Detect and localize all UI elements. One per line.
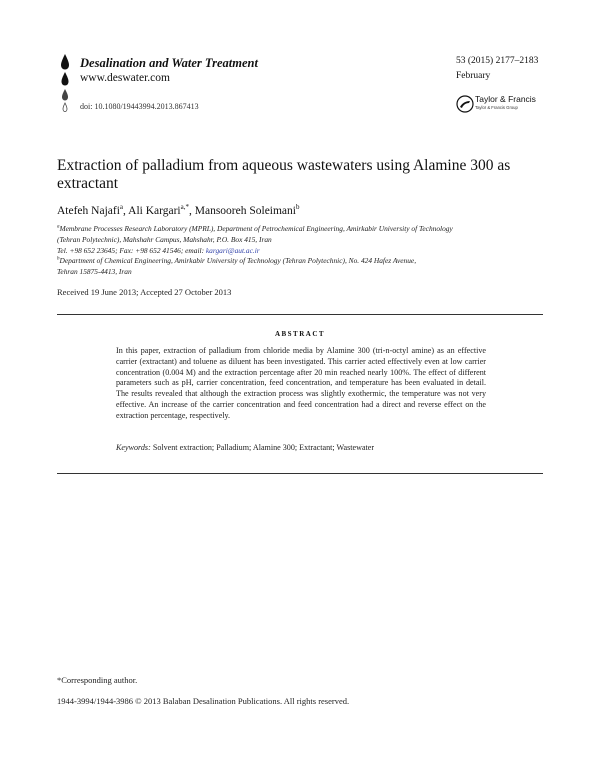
author-affiliation-mark: a,*: [180, 203, 189, 212]
volume-pages: 53 (2015) 2177–2183: [456, 56, 539, 66]
publisher-logo: [456, 93, 556, 115]
corresponding-author-note: *Corresponding author.: [57, 675, 138, 685]
paper-title-line1: Extraction of palladium from aqueous wastewaters using Alamine 300 as: [57, 157, 511, 174]
author-list: [57, 205, 299, 217]
issue-month: February: [456, 71, 491, 81]
paper-title: [57, 157, 557, 193]
affiliation-mark: a: [57, 224, 60, 230]
journal-url-link[interactable]: www.deswater.com: [80, 72, 170, 84]
received-dates: Received 19 June 2013; Accepted 27 October 2013: [57, 287, 232, 297]
divider: [57, 314, 543, 315]
abstract-text: In this paper, extraction of palladium from chloride media by Alamine 300 (tri-n-octyl amine) as an effective carrier (extractant) and toluene as diluent has been investigated. This carrier acted effectively even at low carrier concentration (0.004 M) and the extraction percentage after 20 min reached nearly 100%. The effect of different parameters such as pH, carrier concentration, feed concentration, and temperature has been evaluated in detail. The results revealed that although the extraction process was slightly exothermic, the temperature was not very effective. An increase of the carrier concentration and feed concentration had a direct and reverse effect on the extraction percentage, respectively.: [116, 346, 486, 420]
affiliation-line: Department of Chemical Engineering, Amirkabir University of Technology (Tehran Polytechnic), No. 424 Hafez Avenue,: [59, 256, 417, 265]
copyright-notice: 1944-3994/1944-3986 © 2013 Balaban Desalination Publications. All rights reserved.: [57, 696, 350, 706]
publisher-group: Taylor & Francis Group: [475, 105, 518, 110]
publisher-name: Taylor & Francis: [475, 94, 536, 104]
keywords-label: Keywords:: [116, 443, 151, 452]
affiliation-a: [57, 223, 567, 256]
taylor-francis-icon: [456, 95, 474, 113]
author-separator: ,: [188, 205, 195, 217]
author-affiliation-mark: b: [295, 203, 300, 212]
keywords-list: Solvent extraction; Palladium; Alamine 300; Extractant; Wastewater: [152, 443, 375, 452]
author-name: Mansooreh Soleimani: [194, 205, 296, 217]
author-name: Atefeh Najafi: [57, 205, 120, 217]
keywords: [116, 443, 486, 452]
affiliation-mark: b: [57, 256, 60, 262]
paper-title-line2: extractant: [57, 175, 119, 192]
journal-logo-drops-icon: [57, 52, 73, 114]
journal-title: Desalination and Water Treatment: [80, 56, 258, 70]
affiliation-line: (Tehran Polytechnic), Mahshahr Campus, Mahshahr, P.O. Box 415, Iran: [57, 235, 272, 244]
doi[interactable]: doi: 10.1080/19443994.2013.867413: [80, 102, 199, 111]
author-affiliation-mark: a: [119, 203, 124, 212]
contact-info: Tel. +98 652 23645; Fax: +98 652 41546; email:: [57, 246, 206, 255]
affiliation-line: Tehran 15875-4413, Iran: [57, 267, 132, 276]
affiliation-b: [57, 255, 567, 277]
email-link[interactable]: kargari@aut.ac.ir: [205, 246, 260, 255]
author-name: Ali Kargari: [128, 205, 181, 217]
author-separator: ,: [123, 205, 129, 217]
divider: [57, 473, 543, 474]
affiliation-line: Membrane Processes Research Laboratory (MPRL), Department of Petrochemical Engineering, Amirkabir University of Technology: [59, 224, 453, 233]
abstract-heading: ABSTRACT: [274, 330, 326, 338]
